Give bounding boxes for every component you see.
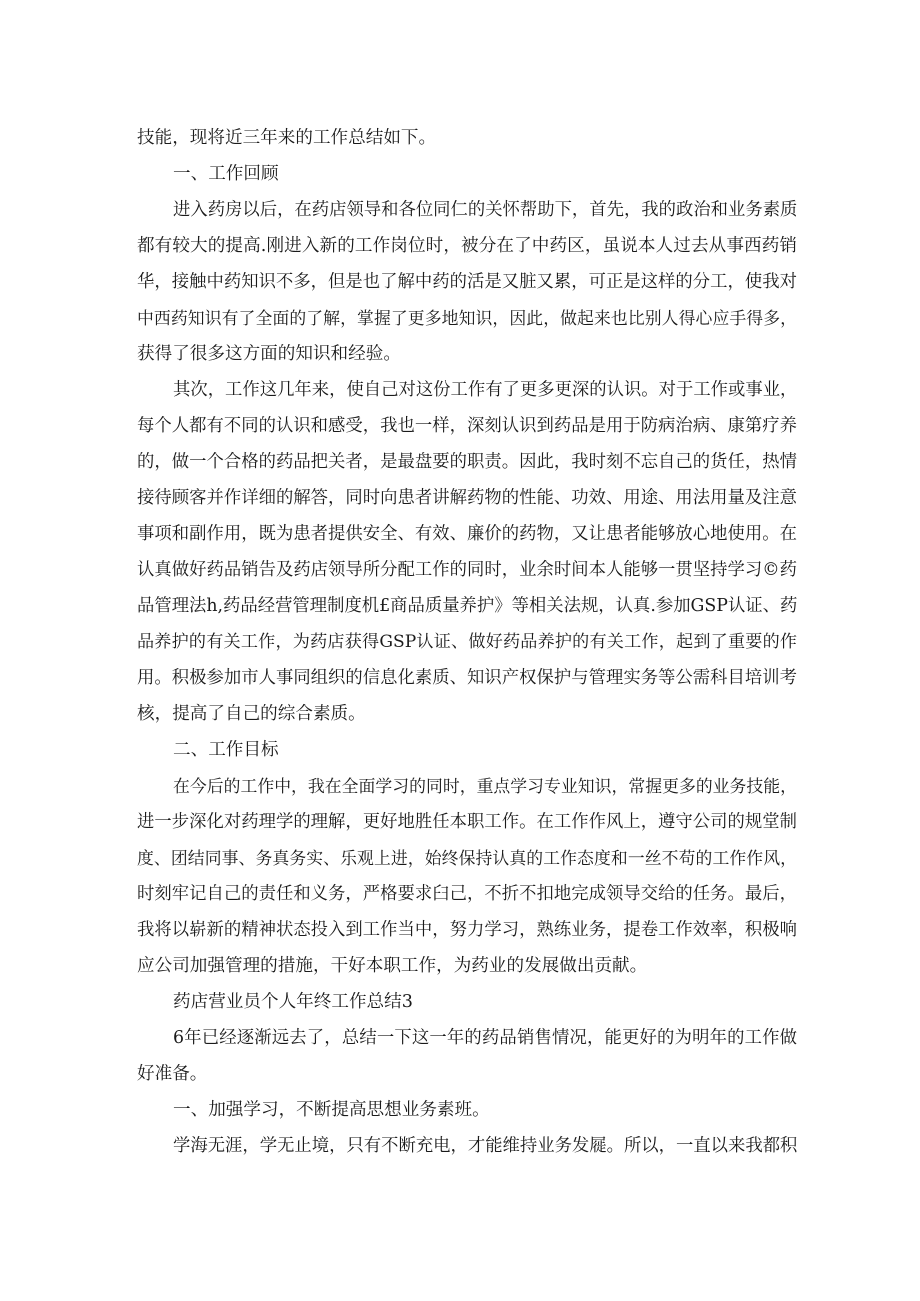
text-line: 进一步深化对药理学的理解，更好地胜任本职工作。在工作作风上，遵守公司的规堂制 bbox=[137, 812, 797, 832]
text-line: 学海无涯，学无止境，只有不断充电，才能维持业务发屣。所以，一直以来我都积 bbox=[173, 1136, 798, 1156]
text-line: 时刻牢记自己的责任和义务，严格要求臼己，不折不扣地完成领导交给的任务。最后， bbox=[137, 884, 797, 904]
text-line: 华，接触中药知识不多，但是也了解中药的活是又脏又累，可正是这样的分工，使我对 bbox=[137, 272, 797, 292]
text-line: 好准备。 bbox=[137, 1064, 208, 1084]
section-heading: 一、加强学习，不断提高思想业务素班。 bbox=[173, 1100, 490, 1120]
section-heading: 二、工作目标 bbox=[173, 740, 279, 760]
text-line: 中西药知识有了全面的了解，掌握了更多地知识，因此，做起来也比别人得心应手得多， bbox=[137, 308, 797, 328]
text-line: 核，提高了自己的综合素质。 bbox=[137, 704, 366, 724]
text-line: 接待顾客并作详细的解答，同时向患者讲解药物的性能、功效、用途、用法用量及注意 bbox=[137, 488, 797, 508]
text-line: 进入药房以后，在药店领导和各位同仁的关怀帮助下，首先，我的政治和业务素质 bbox=[173, 200, 798, 220]
text-line: 品管理法h,药品经营管理制度机£商品质量养护》等相关法规，认真.参加GSP认证、药 bbox=[137, 596, 798, 616]
text-line: 6年已经逐渐远去了，总结一下这一年的药品销售情况，能更好的为明年的工作做 bbox=[173, 1028, 797, 1048]
text-line: 技能，现将近三年来的工作总结如下。 bbox=[137, 128, 437, 148]
text-line: 每个人都有不同的认识和感受，我也一样，深刻认识到药品是用于防病治病、康第疗养 bbox=[137, 416, 797, 436]
text-line: 认真做好药品销告及药店领导所分配工作的同时，业余时间本人能够一贯坚持学习©药 bbox=[137, 560, 797, 580]
text-line: 的，做一个合格的药品把关者，是最盘要的职责。因此，我时刻不忘自己的货任，热情 bbox=[137, 452, 797, 472]
text-line: 事项和副作用，既为患者提供安全、有效、廉价的药物，又让患者能够放心地使用。在 bbox=[137, 524, 797, 544]
text-line: 品养护的有关工作，为药店获得GSP认证、做好药品养护的有关工作，起到了重要的作 bbox=[137, 632, 797, 652]
text-line: 应公司加强管理的措施，干好本职工作，为药业的发展做出贡献。 bbox=[137, 956, 648, 976]
text-line: 都有较大的提高.刚进入新的工作岗位时，被分在了中药区，虽说本人过去从事西药销 bbox=[137, 236, 797, 256]
text-line: 我将以崭新的精神状态投入到工作当中，努力学习，熟练业务，提卷工作效率，积极响 bbox=[137, 920, 797, 940]
text-line: 其次，工作这几年来，使自己对这份工作有了更多更深的认识。对于工作或事业， bbox=[173, 380, 798, 400]
text-line: 用。积极参加市人事同组织的信息化素质、知识产权保护与管理实务等公需科目培训考 bbox=[137, 668, 797, 688]
document-heading: 药店营业员个人年终工作总结3 bbox=[173, 992, 413, 1012]
section-heading: 一、工作回顾 bbox=[173, 164, 279, 184]
text-line: 获得了很多这方面的知识和经验。 bbox=[137, 344, 401, 364]
text-line: 在今后的工作中，我在全面学习的同时，重点学习专业知识，常握更多的业务技能， bbox=[173, 776, 797, 796]
text-line: 度、团结同事、务真务实、乐观上进，始终保持认真的工作态度和一丝不苟的工作作风， bbox=[137, 848, 797, 868]
